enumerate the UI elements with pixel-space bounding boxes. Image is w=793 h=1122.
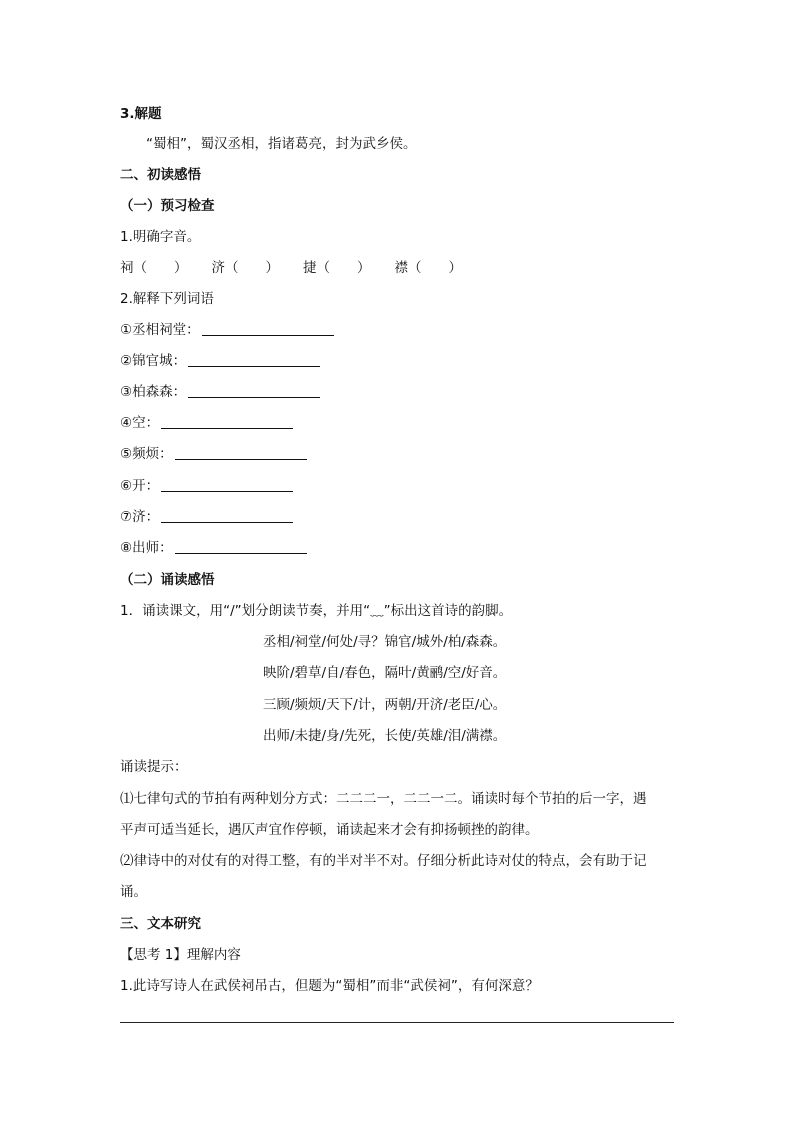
vocab-item xyxy=(120,383,320,401)
pron-item: 祠（ ） xyxy=(120,260,188,276)
section3-title: 3.解题 xyxy=(120,106,162,122)
q2-title: 2.解释下列词语 xyxy=(120,291,214,307)
answer-blank[interactable] xyxy=(161,414,293,429)
vocab-item xyxy=(120,352,320,370)
sub2-title: （二）诵读感悟 xyxy=(120,572,215,588)
pron-item: 襟（ ） xyxy=(394,260,462,276)
answer-blank[interactable] xyxy=(161,477,293,492)
tip-line: ⑵律诗中的对仗有的对得工整，有的半对半不对。仔细分析此诗对仗的特点，会有助于记 xyxy=(120,853,647,869)
answer-blank[interactable] xyxy=(161,508,293,523)
part3-title: 三、文本研究 xyxy=(120,916,201,932)
pron-item: 济（ ） xyxy=(211,260,279,276)
answer-blank[interactable] xyxy=(202,321,334,336)
tip-line: 诵。 xyxy=(120,884,147,900)
poem-line: 映阶/碧草/自/春色，隔叶/黄鹂/空/好音。 xyxy=(263,665,507,681)
pron-item: 捷（ ） xyxy=(303,260,371,276)
poem-line: 三顾/频烦/天下/计，两朝/开济/老臣/心。 xyxy=(263,697,507,713)
vocab-item xyxy=(120,321,334,339)
poem-line: 丞相/祠堂/何处/寻？锦官/城外/柏/森森。 xyxy=(263,634,507,650)
vocab-item xyxy=(120,445,307,463)
part2-title: 二、初读感悟 xyxy=(120,167,201,183)
answer-blank[interactable] xyxy=(175,539,307,554)
vocab-label: ⑧出师： xyxy=(120,540,173,556)
vocab-label: ③柏森森： xyxy=(120,384,187,400)
answer-line[interactable] xyxy=(120,1022,674,1023)
answer-blank[interactable] xyxy=(188,352,320,367)
q1-title: 1.明确字音。 xyxy=(120,229,201,245)
poem-line: 出师/未捷/身/先死，长使/英雄/泪/满襟。 xyxy=(263,728,507,744)
tips-title: 诵读提示： xyxy=(120,759,188,775)
vocab-item xyxy=(120,539,307,557)
vocab-label: ①丞相祠堂： xyxy=(120,322,200,338)
think1-title: 【思考 1】理解内容 xyxy=(120,947,241,963)
section3-text: “蜀相”，蜀汉丞相，指诸葛亮，封为武乡侯。 xyxy=(146,136,417,152)
vocab-item xyxy=(120,414,293,432)
vocab-label: ⑦济： xyxy=(120,509,160,525)
vocab-item xyxy=(120,508,293,526)
vocab-label: ⑥开： xyxy=(120,478,160,494)
pronunciation-row xyxy=(120,259,462,277)
vocab-label: ⑤频烦： xyxy=(120,446,173,462)
tip-line: 平声可适当延长，遇仄声宜作停顿，诵读起来才会有抑扬顿挫的韵律。 xyxy=(120,822,539,838)
answer-blank[interactable] xyxy=(175,445,307,460)
sub1-title: （一）预习检查 xyxy=(120,198,215,214)
vocab-label: ②锦官城： xyxy=(120,353,187,369)
think1-question: 1.此诗写诗人在武侯祠吊古，但题为“蜀相”而非“武侯祠”，有何深意？ xyxy=(120,978,539,994)
vocab-label: ④空： xyxy=(120,415,160,431)
read-question: 1．诵读课文，用“/”划分朗读节奏，并用“﹏”标出这首诗的韵脚。 xyxy=(120,603,513,619)
tip-line: ⑴七律句式的节拍有两种划分方式：二二二一，二二一二。诵读时每个节拍的后一字，遇 xyxy=(120,791,647,807)
vocab-item xyxy=(120,477,293,495)
answer-blank[interactable] xyxy=(188,383,320,398)
